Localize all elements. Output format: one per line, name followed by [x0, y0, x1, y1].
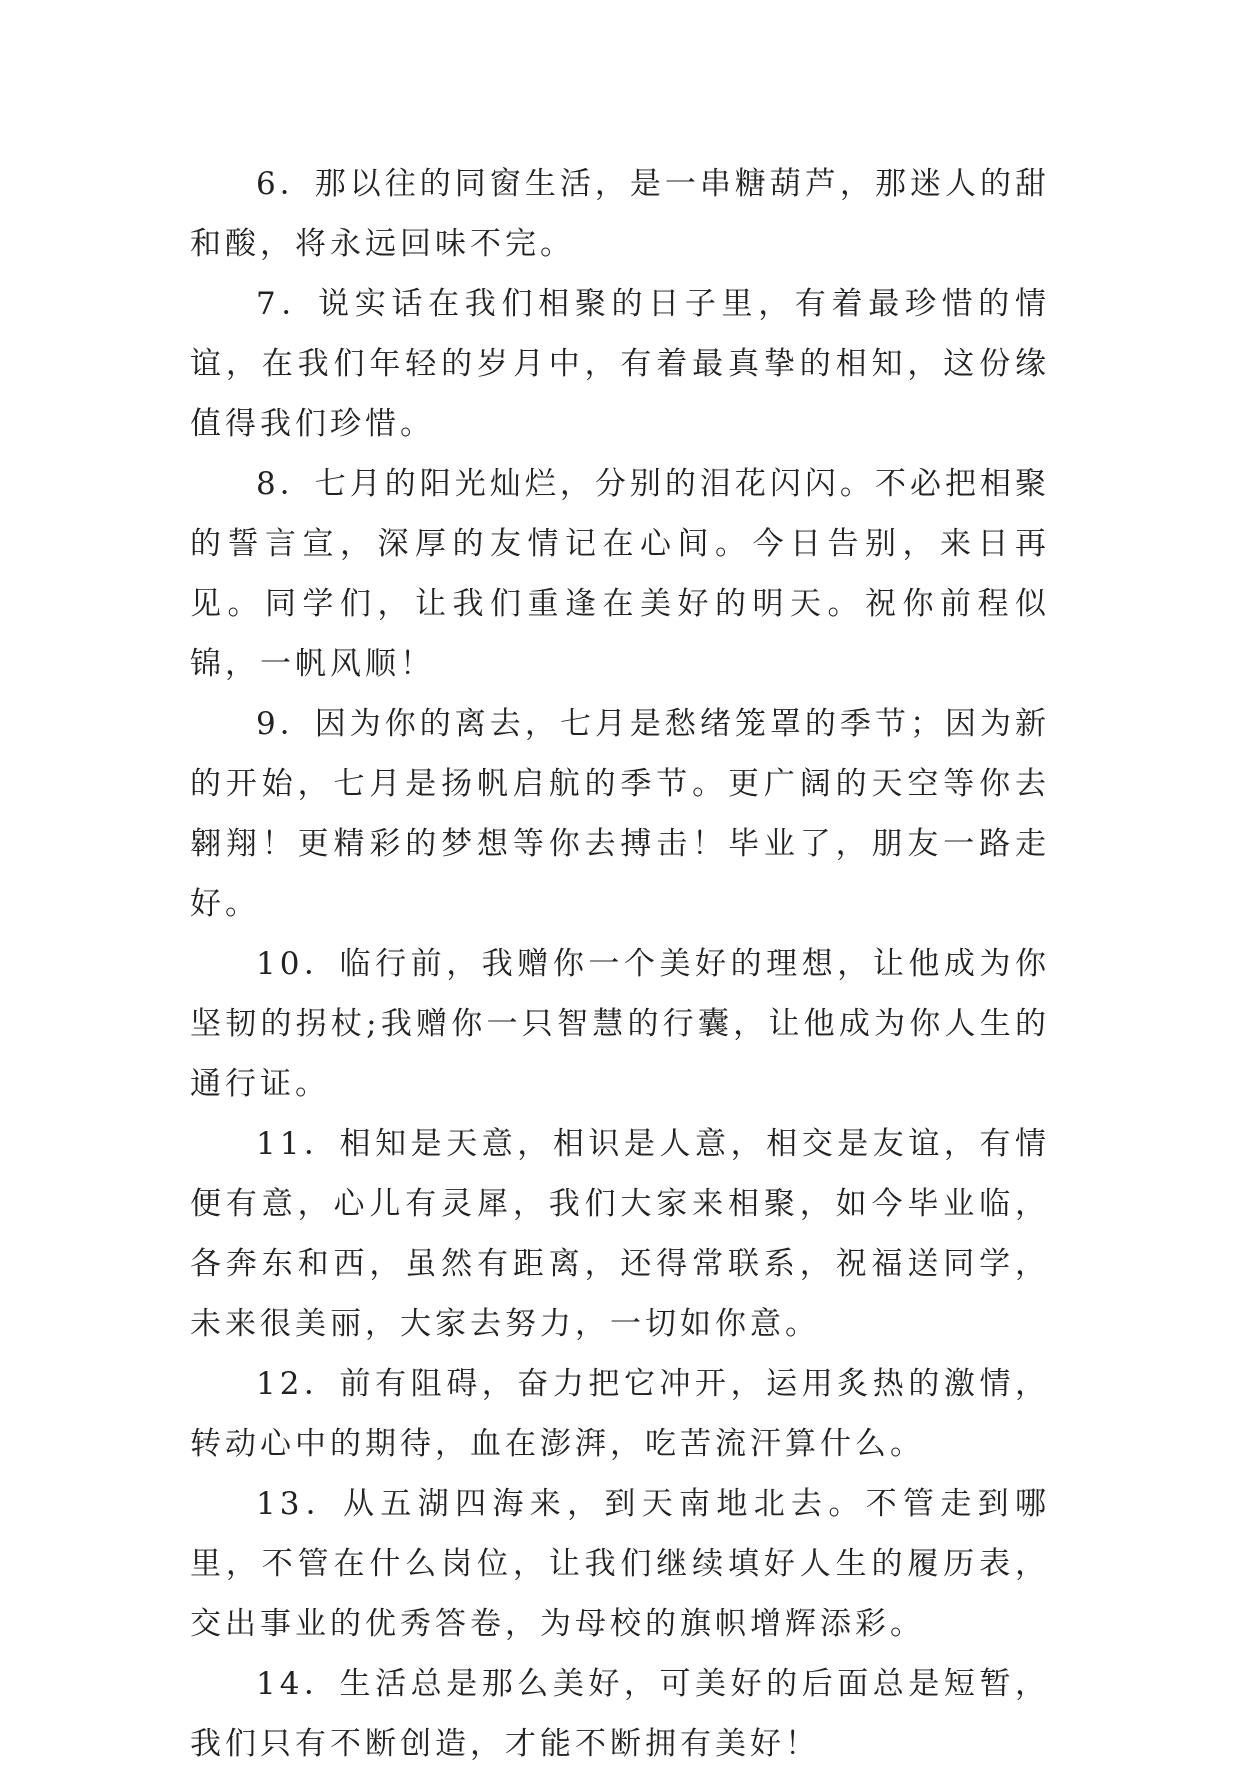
paragraph-9: 9．因为你的离去，七月是愁绪笼罩的季节；因为新的开始，七月是扬帆启航的季节。更广阔的天空等你去翱翔！更精彩的梦想等你去搏击！毕业了，朋友一路走好。 [190, 706, 1050, 922]
paragraph-11: 11．相知是天意，相识是人意，相交是友谊，有情便有意，心儿有灵犀，我们大家来相聚，如今毕业临，各奔东和西，虽然有距离，还得常联系，祝福送同学，未来很美丽，大家去努力，一切如你意。 [190, 1126, 1050, 1342]
paragraph-6: 6．那以往的同窗生活，是一串糖葫芦，那迷人的甜和酸，将永远回味不完。 [190, 166, 1050, 262]
paragraph-13: 13．从五湖四海来，到天南地北去。不管走到哪里，不管在什么岗位，让我们继续填好人生的履历表，交出事业的优秀答卷，为母校的旗帜增辉添彩。 [190, 1486, 1050, 1642]
document-body [190, 154, 1050, 1774]
paragraph-10: 10．临行前，我赠你一个美好的理想，让他成为你坚韧的拐杖;我赠你一只智慧的行囊，让他成为你人生的通行证。 [190, 946, 1050, 1102]
paragraph-8: 8．七月的阳光灿烂，分别的泪花闪闪。不必把相聚的誓言宣，深厚的友情记在心间。今日告别，来日再见。同学们，让我们重逢在美好的明天。祝你前程似锦，一帆风顺！ [190, 466, 1050, 682]
paragraph-7: 7．说实话在我们相聚的日子里，有着最珍惜的情谊，在我们年轻的岁月中，有着最真挚的相知，这份缘值得我们珍惜。 [190, 286, 1050, 442]
paragraph-12: 12．前有阻碍，奋力把它冲开，运用炙热的激情，转动心中的期待，血在澎湃，吃苦流汗算什么。 [190, 1366, 1050, 1462]
paragraph-14: 14．生活总是那么美好，可美好的后面总是短暂，我们只有不断创造，才能不断拥有美好！ [190, 1666, 1050, 1762]
